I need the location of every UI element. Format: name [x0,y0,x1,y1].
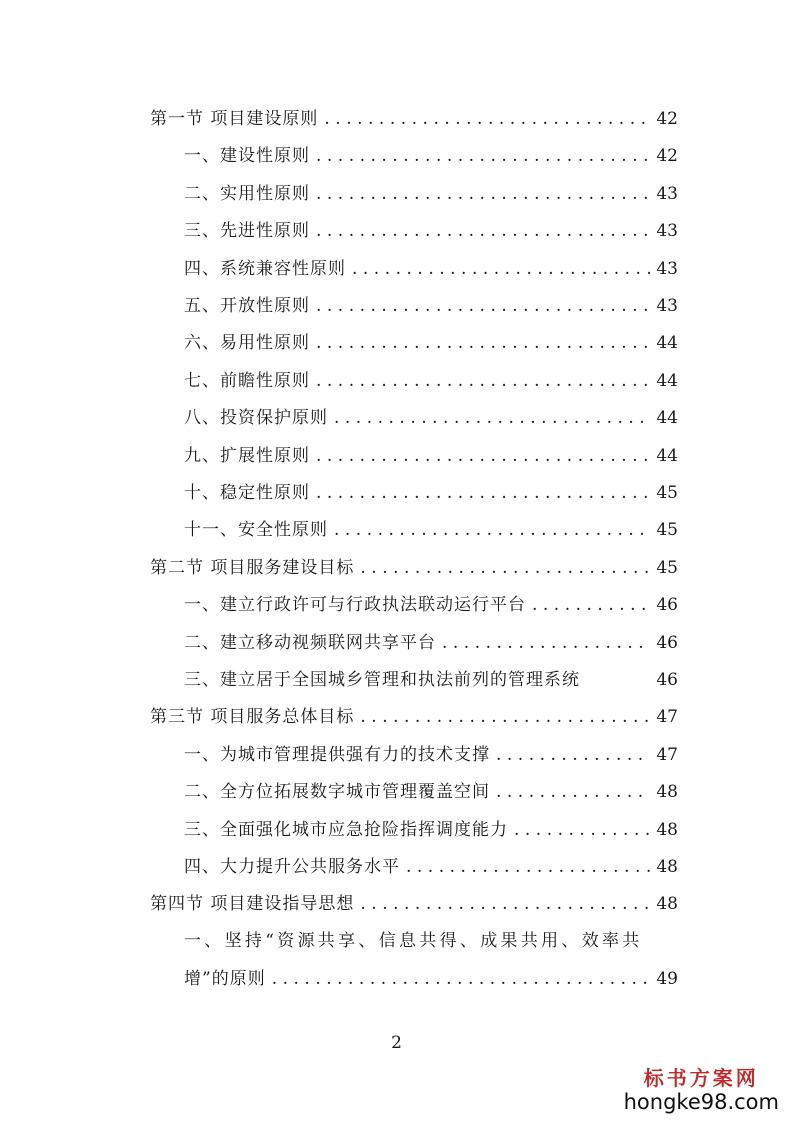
toc-subsection-entry[interactable] [184,481,678,505]
toc-subsection-entry[interactable] [184,518,678,542]
toc-entry-title: 十、稳定性原则 [184,483,310,503]
watermark-logo [624,1066,779,1114]
toc-leader-dots [406,855,650,879]
toc-entry-title: 四、系统兼容性原则 [184,259,346,279]
toc-leader-dots [352,257,650,281]
toc-entry-page: 47 [656,707,678,727]
toc-entry-page: 44 [656,408,678,428]
watermark-cn-text: 标书方案网 [643,1066,759,1090]
toc-entry-page: 46 [656,595,678,615]
toc-subsection-entry[interactable] [184,144,678,168]
toc-leader-dots [316,219,650,243]
toc-subsection-entry[interactable] [184,369,678,393]
toc-leader-dots [272,967,651,991]
toc-leader-dots [334,406,650,430]
toc-entry-title: 第一节 项目建设原则 [150,109,319,129]
toc-entry-page: 47 [656,745,678,765]
toc-leader-dots [442,631,650,655]
toc-entry-page: 48 [656,894,678,914]
toc-entry-title: 二、全方位拓展数字城市管理覆盖空间 [184,782,490,802]
toc-entry-page: 46 [656,670,678,690]
toc-leader-dots [496,743,650,767]
toc-leader-dots [496,780,650,804]
toc-entry-page: 44 [656,446,678,466]
toc-entry-wrapped-line1: 一、坚持“资源共享、信息共得、成果共用、效率共 [184,931,643,951]
page-number: 2 [391,1033,402,1053]
toc-entry-title: 增”的原则 [184,969,266,989]
toc-subsection-entry[interactable] [184,444,678,468]
toc-entry-page: 45 [656,520,678,540]
toc-entry-title: 三、全面强化城市应急抢险指挥调度能力 [184,820,508,840]
toc-leader-dots [360,892,650,916]
toc-entry-title: 一、建设性原则 [184,146,310,166]
toc-subsection-entry[interactable] [184,743,678,767]
toc-entry-title: 一、为城市管理提供强有力的技术支撑 [184,745,490,765]
toc-entry-title: 第三节 项目服务总体目标 [150,707,355,727]
toc-leader-dots [324,107,650,131]
toc-entry-page: 48 [656,857,678,877]
toc-entry-title: 七、前瞻性原则 [184,371,310,391]
toc-subsection-entry[interactable] [184,855,678,879]
toc-leader-dots [316,369,650,393]
toc-entry-title: 六、易用性原则 [184,333,310,353]
toc-leader-dots [316,144,650,168]
toc-leader-dots [316,444,650,468]
toc-entry-page: 43 [656,259,678,279]
toc-entry-title: 第二节 项目服务建设目标 [150,558,355,578]
toc-entry-title: 二、实用性原则 [184,184,310,204]
toc-entry-page: 42 [656,109,678,129]
toc-entry-title: 三、建立居于全国城乡管理和执法前列的管理系统 [184,670,580,690]
toc-subsection-entry[interactable] [184,631,678,655]
toc-entry-title: 一、建立行政许可与行政执法联动运行平台 [184,595,526,615]
toc-entry-page: 48 [656,782,678,802]
watermark-en-text: hongke98.com [623,1090,779,1114]
toc-entry-title: 八、投资保护原则 [184,408,328,428]
toc-entry-page: 43 [656,296,678,316]
toc-subsection-entry[interactable] [184,219,678,243]
toc-entry-title: 第四节 项目建设指导思想 [150,894,355,914]
toc-entry-page: 45 [656,483,678,503]
toc-leader-dots [316,331,650,355]
toc-subsection-entry[interactable] [184,331,678,355]
toc-entry-page: 44 [656,371,678,391]
toc-entry-page: 42 [656,146,678,166]
toc-subsection-entry[interactable] [184,668,678,692]
toc-entry-page: 49 [656,969,678,989]
toc-entry-wrapped-line2 [184,967,678,991]
toc-leader-dots [360,556,650,580]
toc-section-entry[interactable] [150,705,678,729]
toc-subsection-entry[interactable] [184,780,678,804]
toc-entry-page: 46 [656,633,678,653]
toc-subsection-entry[interactable] [184,406,678,430]
toc-leader-dots [316,182,650,206]
toc-leader-dots [316,294,650,318]
toc-subsection-entry[interactable] [184,257,678,281]
toc-subsection-entry[interactable] [184,818,678,842]
toc-entry-title: 十一、安全性原则 [184,520,328,540]
toc-entry-title: 三、先进性原则 [184,221,310,241]
toc-section-entry[interactable] [150,556,678,580]
toc-subsection-entry[interactable] [184,182,678,206]
toc-entry-title: 四、大力提升公共服务水平 [184,857,400,877]
toc-section-entry[interactable] [150,892,678,916]
toc-entry-page: 43 [656,221,678,241]
toc-leader-dots [316,481,650,505]
toc-leader-dots [532,593,650,617]
toc-section-entry[interactable] [150,107,678,131]
toc-entry-title: 五、开放性原则 [184,296,310,316]
toc-leader-dots [360,705,650,729]
toc-entry-title: 二、建立移动视频联网共享平台 [184,633,436,653]
toc-entry-title: 九、扩展性原则 [184,446,310,466]
toc-subsection-entry[interactable] [184,593,678,617]
toc-entry-page: 44 [656,333,678,353]
toc-leader-dots [334,518,650,542]
toc-subsection-entry[interactable] [184,294,678,318]
toc-entry-page: 43 [656,184,678,204]
toc-entry-page: 45 [656,558,678,578]
toc-leader-dots [514,818,650,842]
toc-entry-page: 48 [656,820,678,840]
